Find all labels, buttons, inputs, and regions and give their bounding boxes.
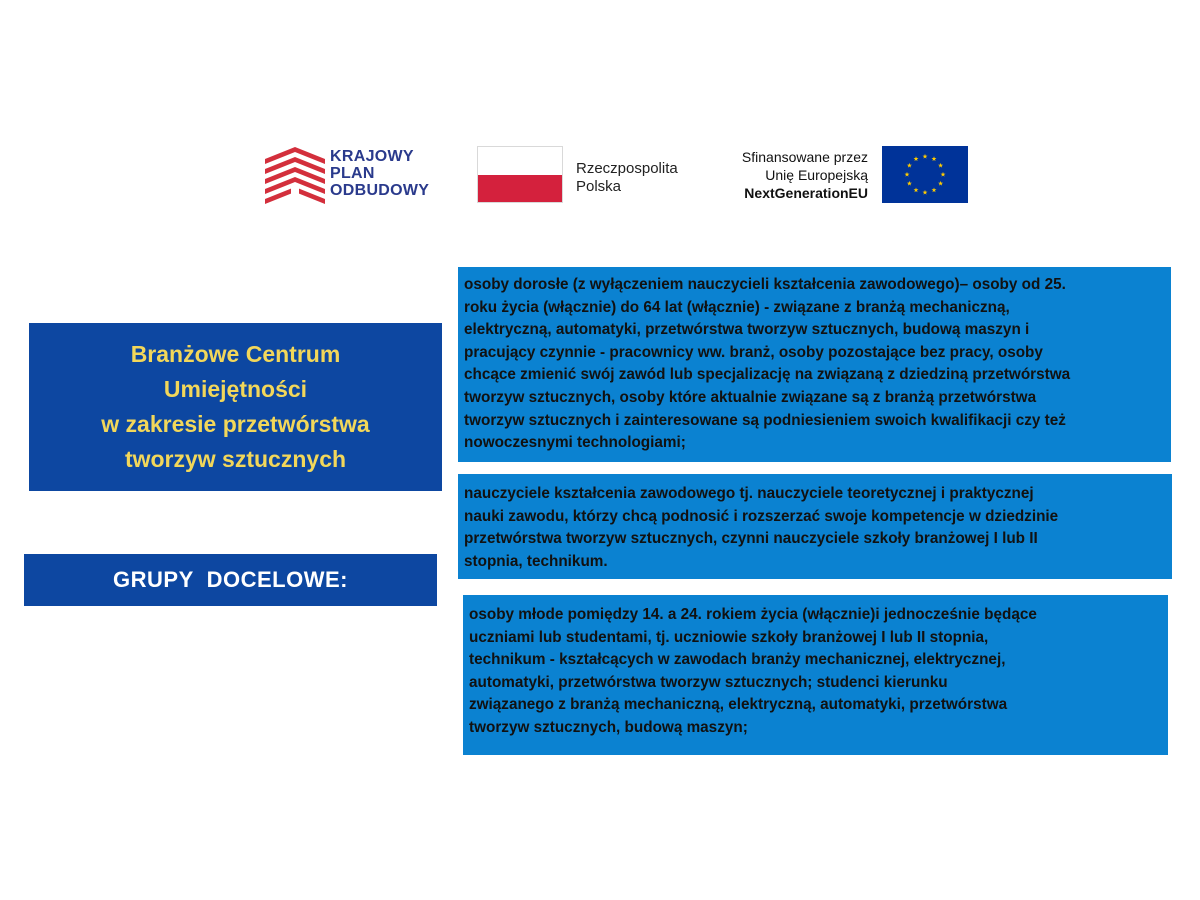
rp-logo [477, 146, 717, 206]
eu-star-icon [914, 187, 919, 192]
group-line: roku życia (włącznie) do 64 lat (włącznie) - związane z branżą mechaniczną, [464, 298, 1010, 316]
eu-line: Sfinansowane przez [741, 149, 868, 165]
kpo-logo [265, 145, 455, 207]
eu-star-icon [932, 187, 937, 192]
title-line: Umiejętności [163, 376, 308, 402]
group-youth-box [463, 595, 1168, 755]
group-line: tworzyw sztucznych, osoby które aktualnie związane są z branżą przetwórstwa [464, 388, 1037, 406]
eu-star-icon [905, 172, 910, 177]
title-box [29, 323, 442, 491]
eu-line: NextGenerationEU [744, 185, 868, 201]
group-line: chcące zmienić swój zawód lub specjalizację na związaną z dziedziną przetwórstwa [464, 366, 1071, 384]
eu-star-icon [914, 156, 919, 161]
rp-line: Polska [576, 178, 622, 195]
group-line: związanego z branżą mechaniczną, elektryczną, automatyki, przetwórstwa [469, 696, 1008, 714]
eu-line: Unię Europejską [765, 167, 868, 183]
group-line: pracujący czynnie - pracownicy ww. branż, osoby pozostające bez pracy, osoby [464, 343, 1043, 361]
group-line: nauczyciele kształcenia zawodowego tj. nauczyciele teoretycznej i praktycznej [464, 485, 1034, 502]
group-line: nowoczesnymi technologiami; [464, 434, 686, 452]
eu-star-icon [938, 163, 943, 168]
group-line: osoby młode pomiędzy 14. a 24. rokiem życia (włącznie)i jednocześnie będące [469, 606, 1037, 623]
eu-logo [720, 146, 970, 206]
eu-text [742, 148, 868, 202]
group-teachers-box [458, 474, 1172, 579]
group-line: osoby dorosłe (z wyłączeniem nauczycieli kształcenia zawodowego)– osoby od 25. [464, 276, 1066, 293]
group-line: uczniami lub studentami, tj. uczniowie szkoły branżowej I lub II stopnia, [469, 628, 989, 646]
eu-star-icon [938, 181, 943, 186]
rp-text [576, 160, 678, 196]
eu-star-icon [932, 156, 937, 161]
groups-label: GRUPY DOCELOWE: [24, 554, 437, 606]
polish-flag-icon [477, 146, 563, 203]
kpo-line: PLAN [330, 165, 375, 182]
group-line: automatyki, przetwórstwa tworzyw sztucznych; studenci kierunku [469, 673, 948, 691]
group-line: przetwórstwa tworzyw sztucznych, czynni nauczyciele szkoły branżowej I lub II [464, 530, 1038, 548]
eu-star-icon [923, 154, 928, 159]
group-line: stopnia, technikum. [464, 552, 608, 570]
eu-star-icon [923, 190, 928, 195]
title-line: tworzyw sztucznych [124, 446, 347, 472]
kpo-line: KRAJOWY [330, 148, 414, 165]
kpo-text [330, 148, 429, 199]
eu-star-icon [907, 181, 912, 186]
group-adults-box [458, 267, 1171, 462]
eu-star-icon [907, 163, 912, 168]
group-line: technikum - kształcących w zawodach branży mechanicznej, elektrycznej, [469, 651, 1006, 669]
group-line: nauki zawodu, którzy chcą podnosić i rozszerzać swoje kompetencje w dziedzinie [464, 507, 1059, 525]
rp-line: Rzeczpospolita [576, 160, 678, 177]
eu-star-icon [941, 172, 946, 177]
kpo-stripes-icon [265, 145, 325, 207]
kpo-line: ODBUDOWY [330, 182, 430, 199]
group-line: tworzyw sztucznych, budową maszyn; [469, 718, 748, 736]
title-line: w zakresie przetwórstwa [101, 411, 370, 437]
group-line: elektryczną, automatyki, przetwórstwa tworzyw sztucznych, budową maszyn i [464, 321, 1030, 339]
logo-bar [0, 140, 1200, 210]
title-line: Branżowe Centrum [130, 341, 341, 367]
eu-flag-icon [882, 146, 968, 203]
group-line: tworzyw sztucznych i zainteresowane są podniesieniem swoich kwalifikacji czy też [464, 411, 1066, 429]
